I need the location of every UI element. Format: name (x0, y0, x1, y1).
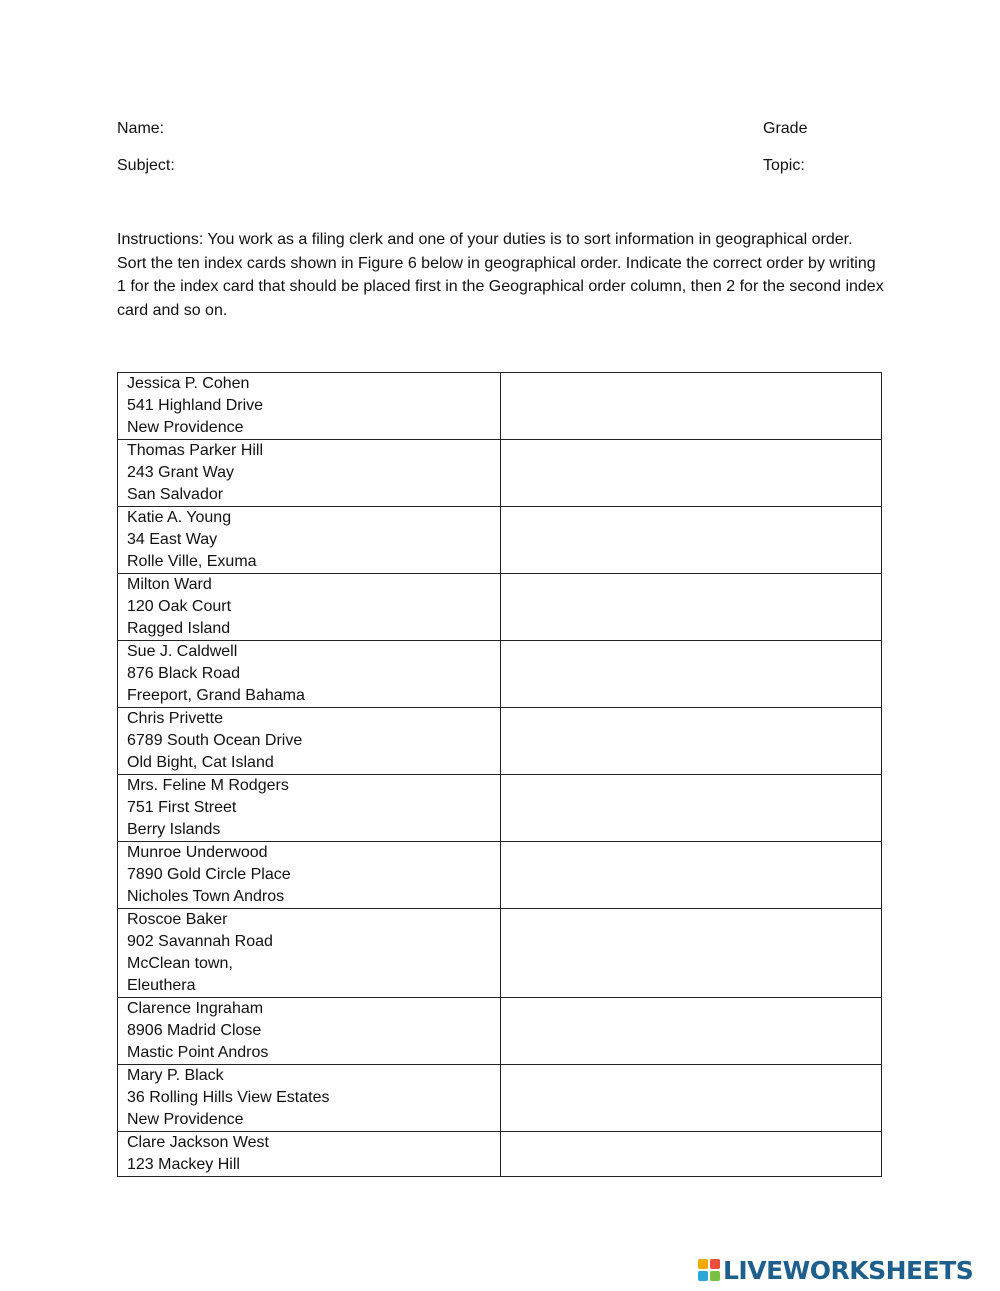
index-card-line: Clarence Ingraham (127, 1000, 264, 1017)
index-card-cell (118, 574, 501, 641)
index-card-cell (118, 440, 501, 507)
subject-label: Subject: (117, 157, 175, 174)
logo-mark-icon (698, 1259, 720, 1281)
index-card-line: Old Bight, Cat Island (127, 754, 274, 771)
logo-mark-square (710, 1259, 720, 1269)
index-card-cell (118, 1132, 501, 1177)
index-card-line: Ragged Island (127, 620, 231, 637)
geographical-order-cell[interactable] (501, 842, 882, 909)
index-card-cell (118, 507, 501, 574)
index-card-line: 34 East Way (127, 531, 218, 548)
index-card-line: 123 Mackey Hill (127, 1156, 240, 1173)
index-card-cell (118, 641, 501, 708)
index-card-cell (118, 842, 501, 909)
index-card-line: San Salvador (127, 486, 224, 503)
index-card-line: 6789 South Ocean Drive (127, 732, 303, 749)
instructions-text: Instructions: You work as a filing clerk and one of your duties is to sort information in geographical order. Sort the ten index cards shown in Figure 6 below in geographical order. Indicate the correct order by writing 1 for the index card that should be placed first in the Geographical order column, then 2 for the second index card and so on. (117, 231, 884, 319)
geographical-order-cell[interactable] (501, 507, 882, 574)
index-card-line: Eleuthera (127, 977, 196, 994)
index-card-line: Rolle Ville, Exuma (127, 553, 257, 570)
table-row (118, 842, 882, 909)
index-card-line: Freeport, Grand Bahama (127, 687, 305, 704)
index-card-cell (118, 708, 501, 775)
geographical-order-cell[interactable] (501, 909, 882, 998)
index-card-line: Munroe Underwood (127, 844, 268, 861)
liveworksheets-logo (698, 1255, 973, 1285)
name-label: Name: (117, 120, 165, 137)
table-row (118, 373, 882, 440)
index-card-cell (118, 998, 501, 1065)
index-card-line: 7890 Gold Circle Place (127, 866, 291, 883)
index-card-line: New Providence (127, 419, 244, 436)
index-card-line: Thomas Parker Hill (127, 442, 264, 459)
table-row (118, 909, 882, 998)
index-card-cell (118, 775, 501, 842)
logo-text: LIVEWORKSHEETS (723, 1255, 974, 1285)
logo-mark-square (710, 1271, 720, 1281)
grade-label: Grade (763, 120, 808, 137)
index-card-line: 8906 Madrid Close (127, 1022, 262, 1039)
index-card-line: Mary P. Black (127, 1067, 224, 1084)
index-card-line: 541 Highland Drive (127, 397, 264, 414)
index-card-line: 243 Grant Way (127, 464, 235, 481)
index-card-line: New Providence (127, 1111, 244, 1128)
table-row (118, 998, 882, 1065)
index-card-line: Jessica P. Cohen (127, 375, 250, 392)
logo-mark-square (698, 1271, 708, 1281)
table-row (118, 1065, 882, 1132)
table-row (118, 507, 882, 574)
table-row (118, 708, 882, 775)
table-row (118, 1132, 882, 1177)
index-card-cell (118, 1065, 501, 1132)
index-card-line: Chris Privette (127, 710, 224, 727)
geographical-order-cell[interactable] (501, 1065, 882, 1132)
geographical-order-cell[interactable] (501, 708, 882, 775)
index-card-table (117, 372, 882, 1177)
geographical-order-cell[interactable] (501, 775, 882, 842)
index-card-line: 120 Oak Court (127, 598, 232, 615)
index-card-line: Roscoe Baker (127, 911, 228, 928)
index-card-line: Mastic Point Andros (127, 1044, 269, 1061)
index-card-line: Milton Ward (127, 576, 212, 593)
index-card-cell (118, 909, 501, 998)
index-card-cell (118, 373, 501, 440)
geographical-order-cell[interactable] (501, 1132, 882, 1177)
table-row (118, 641, 882, 708)
index-card-line: Katie A. Young (127, 509, 232, 526)
index-card-line: Berry Islands (127, 821, 221, 838)
index-card-line: 902 Savannah Road (127, 933, 273, 950)
index-card-line: McClean town, (127, 955, 233, 972)
topic-label: Topic: (763, 157, 805, 174)
table-row (118, 775, 882, 842)
geographical-order-cell[interactable] (501, 641, 882, 708)
index-card-line: Mrs. Feline M Rodgers (127, 777, 289, 794)
table-row (118, 574, 882, 641)
geographical-order-cell[interactable] (501, 440, 882, 507)
table-row (118, 440, 882, 507)
index-card-line: 751 First Street (127, 799, 237, 816)
index-card-line: 876 Black Road (127, 665, 240, 682)
index-card-line: Clare Jackson West (127, 1134, 269, 1151)
geographical-order-cell[interactable] (501, 998, 882, 1065)
index-card-line: Sue J. Caldwell (127, 643, 238, 660)
geographical-order-cell[interactable] (501, 574, 882, 641)
index-card-line: 36 Rolling Hills View Estates (127, 1089, 330, 1106)
index-card-line: Nicholes Town Andros (127, 888, 285, 905)
geographical-order-cell[interactable] (501, 373, 882, 440)
logo-mark-square (698, 1259, 708, 1269)
